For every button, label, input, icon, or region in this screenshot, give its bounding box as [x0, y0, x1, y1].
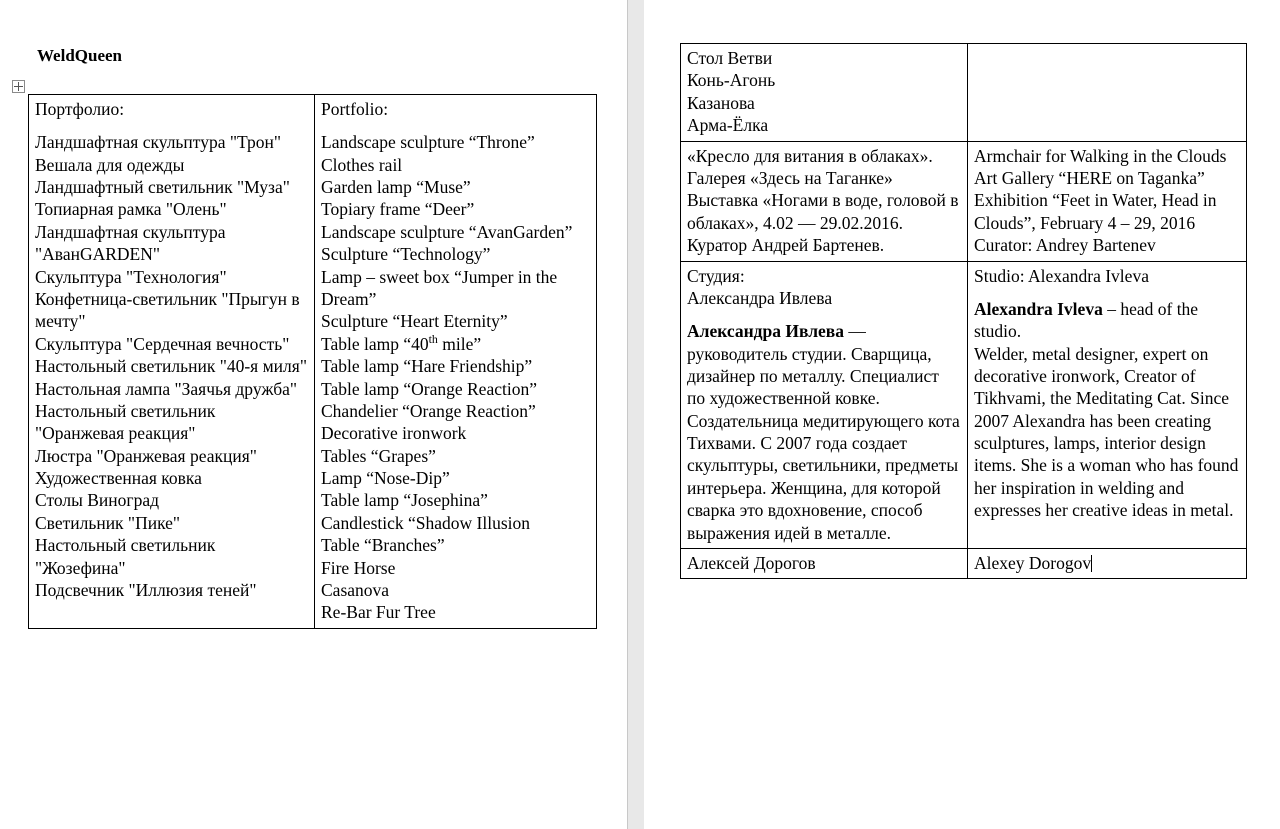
exhibition-cell-en [968, 141, 1247, 261]
list-item: Казанова [687, 92, 755, 113]
exhibition-line: Armchair for Walking in the Clouds [974, 145, 1227, 166]
person-name-ru: Алексей Дорогов [687, 553, 816, 574]
list-item: Candlestick “Shadow Illusion [321, 512, 531, 533]
list-item: Вешала для одежды [35, 154, 185, 175]
spacer [974, 287, 1240, 298]
list-item: Столы Виноград [35, 490, 159, 511]
list-item: Casanova [321, 580, 390, 601]
studio-bio-en-head [974, 298, 1240, 343]
table-row [681, 261, 1247, 549]
list-item: Re-Bar Fur Tree [321, 602, 436, 623]
list-item: Скульптура "Технология" [35, 266, 227, 287]
list-item: Table lamp “Josephina” [321, 490, 488, 511]
works-cell-en-empty [968, 44, 1247, 142]
list-item: Люстра "Оранжевая реакция" [35, 445, 257, 466]
list-item: Светильник "Пике" [35, 512, 181, 533]
spacer [35, 120, 308, 131]
list-item: Конь-Агонь [687, 70, 776, 91]
list-item: Арма-Ёлка [687, 115, 769, 136]
list-item: Sculpture “Heart Eternity” [321, 311, 508, 332]
list-item: Настольный светильник "Жозефина" [35, 535, 216, 578]
list-item: Lamp – sweet box “Jumper in the Dream” [321, 266, 558, 309]
list-item: Tables “Grapes” [321, 445, 436, 466]
page-title: WeldQueen [37, 46, 123, 65]
list-item: Ландшафтная скульптура "Трон" [35, 132, 282, 153]
list-item: Художественная ковка [35, 468, 202, 489]
list-item: Table “Branches” [321, 535, 445, 556]
list-item: Clothes rail [321, 154, 403, 175]
portfolio-cell-ru [29, 95, 315, 629]
list-item: Стол Ветви [687, 48, 773, 68]
exhibition-line: Exhibition “Feet in Water, Head in Clouds”, February 4 – 29, 2016 [974, 190, 1217, 233]
table-row [681, 44, 1247, 142]
list-item: Decorative ironwork [321, 423, 467, 444]
exhibition-line: Art Gallery “HERE on Taganka” [974, 167, 1205, 188]
list-item: Скульптура "Сердечная вечность" [35, 333, 290, 354]
portfolio-heading-ru: Портфолио: [35, 99, 125, 119]
page-left [0, 0, 628, 829]
list-item: Настольный светильник "Оранжевая реакция" [35, 400, 216, 444]
list-item: Table lamp “Orange Reaction” [321, 378, 537, 399]
page-gutter [628, 0, 644, 829]
table-row [681, 549, 1247, 579]
list-item: Конфетница-светильник "Прыгун в мечту" [35, 288, 300, 332]
studio-heading-en: Studio: Alexandra Ivleva [974, 265, 1149, 286]
list-item: Table lamp “Hare Friendship” [321, 356, 533, 377]
studio-bio-name-en: Alexandra Ivleva [974, 298, 1103, 319]
exhibition-cell-ru [681, 141, 968, 261]
list-item: Подсвечник "Иллюзия теней" [35, 580, 257, 601]
studio-cell-ru [681, 261, 968, 549]
list-item: Fire Horse [321, 557, 396, 578]
person-name-en [974, 552, 1240, 574]
studio-bio-name-ru: Александра Ивлева [687, 321, 845, 342]
studio-person-ru: Александра Ивлева [687, 287, 833, 308]
studio-cell-en [968, 261, 1247, 549]
person-cell-en [968, 549, 1247, 579]
list-item: Настольный светильник "40-я миля" [35, 356, 307, 377]
studio-bio-role-en: – head of the studio. [974, 298, 1199, 342]
list-item: Lamp “Nose-Dip” [321, 468, 450, 489]
list-item: Landscape sculpture “Throne” [321, 132, 535, 153]
portfolio-heading-en: Portfolio: [321, 99, 389, 119]
spacer [321, 120, 590, 131]
spacer [687, 309, 961, 320]
studio-table [680, 43, 1247, 579]
list-item: Sculpture “Technology” [321, 244, 491, 265]
person-cell-ru [681, 549, 968, 579]
list-item: Ландшафтный светильник "Муза" [35, 177, 290, 198]
list-item: Landscape sculpture “AvanGarden” [321, 221, 573, 242]
exhibition-text-ru: «Кресло для витания в облаках». Галерея «Здесь на Таганке» Выставка «Ногами в воде, головой в облаках», 4.02 — 29.02.2016. Куратор Андрей Бартенев. [687, 145, 959, 256]
person-name-en-text: Alexey Dorogov [974, 553, 1092, 574]
ordinal-suffix: th [428, 331, 438, 346]
studio-heading-ru: Студия: [687, 265, 745, 286]
studio-bio-en-rest: Welder, metal designer, expert on decorative ironwork, Creator of Tikhvami, the Meditating Cat. Since 2007 Alexandra has been creating sculptures, lamps, interior design items. She is a woman who has found her inspiration in welding and expresses her creative ideas in metal. [974, 343, 1239, 521]
table-row [29, 95, 597, 629]
list-item: Ландшафтная скульптура "АванGARDEN" [35, 221, 226, 265]
page-right [644, 0, 1280, 829]
list-item: Настольная лампа "Заячья дружба" [35, 378, 298, 399]
list-item: Topiary frame “Deer” [321, 199, 475, 220]
list-item: Chandelier “Orange Reaction” [321, 400, 536, 421]
portfolio-cell-en [315, 95, 597, 629]
portfolio-table [28, 94, 597, 629]
list-item-table-lamp-40th: Table lamp “40th mile” [321, 331, 482, 354]
text-cursor [1091, 555, 1092, 572]
list-item: Топиарная рамка "Олень" [35, 199, 227, 220]
studio-bio-rest-ru: — руководитель студии. Сварщица, дизайнер по металлу. Специалист по художественной ковке. Создательница медитирующего кота Тихвами. С 2007 года создает скульптуры, светильники, предметы интерьера. Женщина, для которой сварка это вдохновение, способ выражения идей в металле. [687, 321, 960, 543]
table-row [681, 141, 1247, 261]
exhibition-line: Curator: Andrey Bartenev [974, 235, 1156, 256]
studio-bio-ru [687, 320, 961, 544]
list-item: Garden lamp “Muse” [321, 177, 471, 198]
table-move-handle-icon[interactable] [12, 80, 25, 93]
works-cell-ru [681, 44, 968, 142]
